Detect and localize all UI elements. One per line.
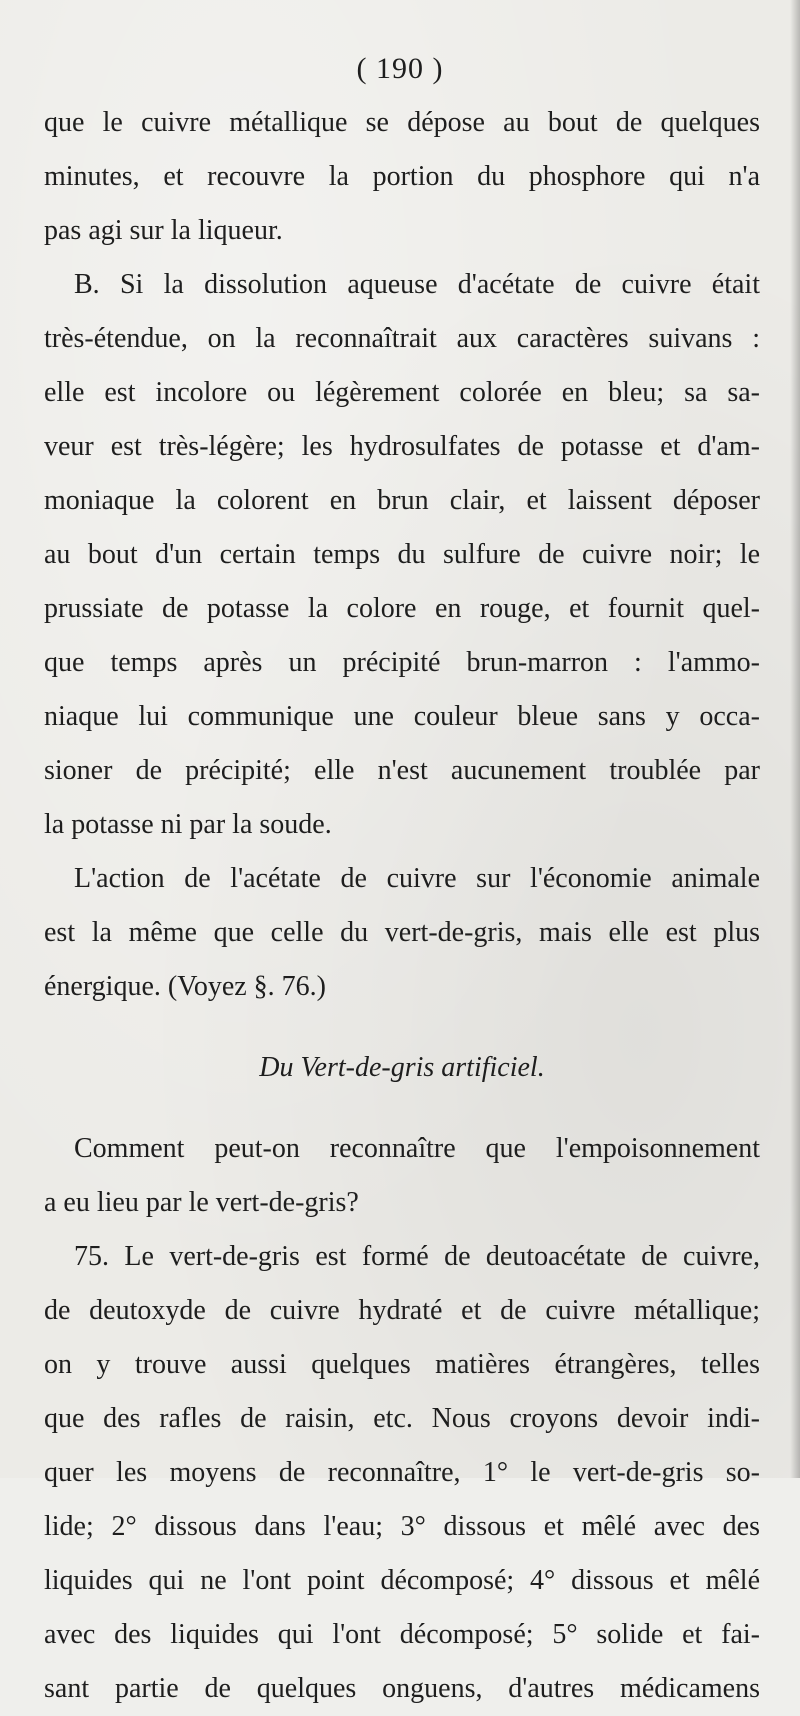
text-line: B. Si la dissolution aqueuse d'acétate de cuivre était: [74, 269, 760, 300]
text-line: est la même que celle du vert-de-gris, mais elle est plus: [44, 917, 760, 948]
text-line: pas agi sur la liqueur.: [44, 215, 283, 246]
text-line: 75. Le vert-de-gris est formé de deutoacétate de cuivre,: [74, 1241, 760, 1272]
text-line: moniaque la colorent en brun clair, et laissent déposer: [44, 485, 760, 516]
text-line: lide; 2° dissous dans l'eau; 3° dissous et mêlé avec des: [44, 1511, 760, 1542]
section-heading: Du Vert-de-gris artificiel.: [259, 1052, 545, 1083]
text-line: elle est incolore ou légèrement colorée en bleu; sa sa-: [44, 377, 760, 408]
text-line: avec des liquides qui l'ont décomposé; 5° solide et fai-: [44, 1619, 760, 1650]
text-line: que temps après un précipité brun-marron : l'ammo-: [44, 647, 760, 678]
text-line: énergique. (Voyez §. 76.): [44, 971, 326, 1002]
body-text: [44, 96, 760, 1716]
text-line: Comment peut-on reconnaître que l'empoisonnement: [74, 1133, 760, 1164]
text-line: niaque lui communique une couleur bleue sans y occa-: [44, 701, 760, 732]
text-line: que des rafles de raisin, etc. Nous croyons devoir indi-: [44, 1403, 760, 1434]
text-line: de deutoxyde de cuivre hydraté et de cuivre métallique;: [44, 1295, 760, 1326]
page-edge-shadow: [790, 0, 800, 1478]
text-line: la potasse ni par la soude.: [44, 809, 332, 840]
text-line: L'action de l'acétate de cuivre sur l'économie animale: [74, 863, 760, 894]
text-line: veur est très-légère; les hydrosulfates de potasse et d'am-: [44, 431, 760, 462]
text-line: sioner de précipité; elle n'est aucunement troublée par: [44, 755, 760, 786]
text-line: sant partie de quelques onguens, d'autres médicamens: [44, 1673, 760, 1704]
text-line: très-étendue, on la reconnaîtrait aux caractères suivans :: [44, 323, 760, 354]
text-line: au bout d'un certain temps du sulfure de cuivre noir; le: [44, 539, 760, 570]
text-line: minutes, et recouvre la portion du phosphore qui n'a: [44, 161, 760, 192]
text-line: liquides qui ne l'ont point décomposé; 4° dissous et mêlé: [44, 1565, 760, 1596]
text-line: quer les moyens de reconnaître, 1° le vert-de-gris so-: [44, 1457, 760, 1488]
text-line: a eu lieu par le vert-de-gris?: [44, 1187, 359, 1218]
text-line: que le cuivre métallique se dépose au bout de quelques: [44, 107, 760, 138]
text-line: on y trouve aussi quelques matières étrangères, telles: [44, 1349, 760, 1380]
page-number: ( 190 ): [356, 52, 444, 85]
text-line: prussiate de potasse la colore en rouge, et fournit quel-: [44, 593, 760, 624]
